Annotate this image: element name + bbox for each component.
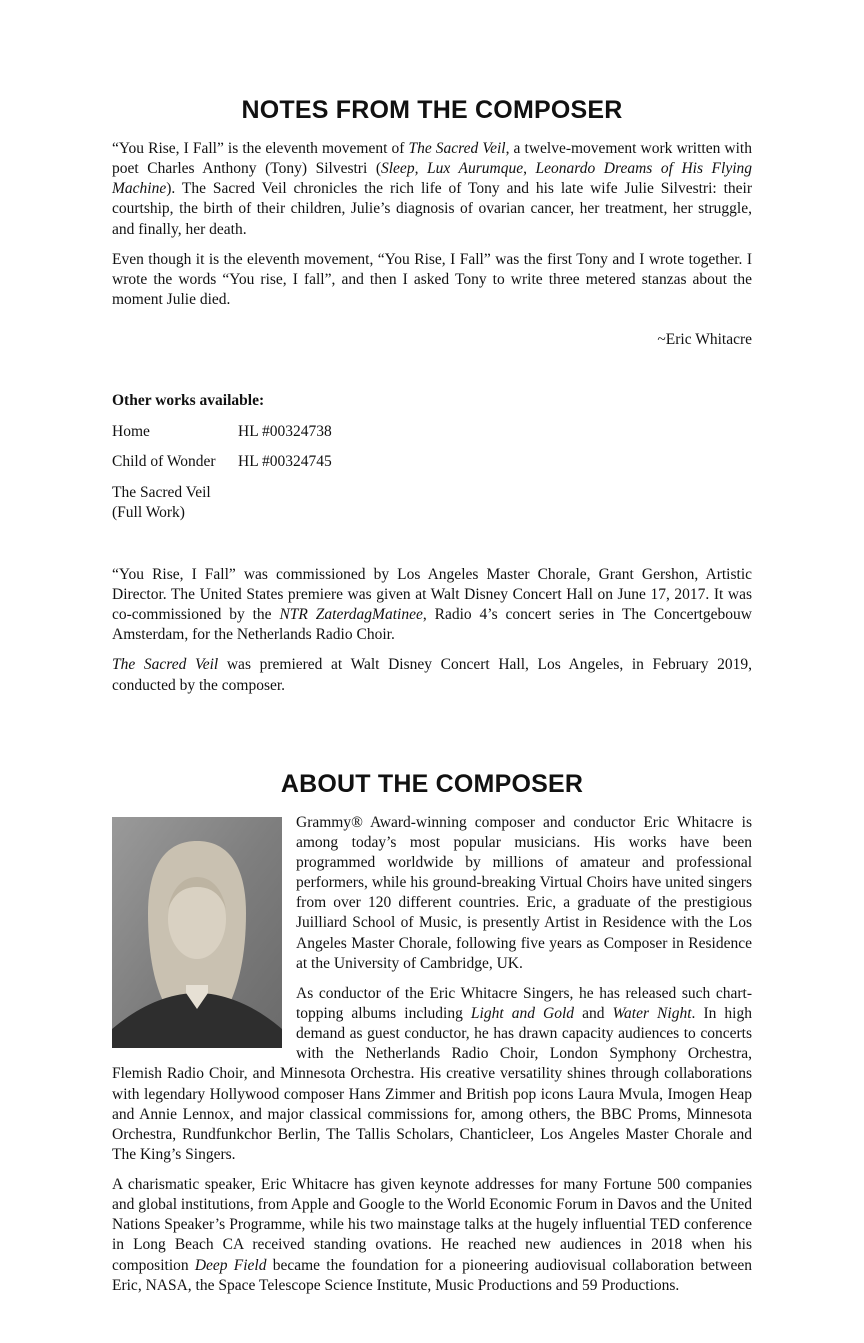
about-paragraph-2: As conductor of the Eric Whitacre Singers, he has released such chart-topping albums including Light and Gold and Water Night. In high demand as guest conductor, he has drawn capacity audiences to concerts with the Netherlands Radio Choir, London Symphony Orchestra, Flemish Radio Choir, and Minnesota Orchestra. His creative versatility shines through collaborations with legendary Hollywood composer Hans Zimmer and British pop icons Laura Mvula, Imogen Heap and Annie Lennox, and major classical commissions for, among others, the BBC Proms, Minnesota Orchestra, Rundfunkchor Berlin, The Tallis Scholars, Chanticleer, Los Angeles Master Chorale and The King’s Singers. [112, 984, 752, 1163]
notes-paragraph-2: Even though it is the eleventh movement, “You Rise, I Fall” was the first Tony and I wrote together. I wrote the words “You rise, I fall”, and then I asked Tony to write three metered stanzas about the moment Julie died. [112, 250, 752, 308]
work-catalog-number: HL #00324738 [238, 423, 332, 441]
about-paragraph-1: Grammy® Award-winning composer and conductor Eric Whitacre is among today’s most popular musicians. His works have been programmed worldwide by millions of amateur and professional performers, while his ground-breaking Virtual Choirs have united singers from over 120 different countries. Eric, a graduate of the prestigious Juilliard School of Music, is presently Artist in Residence with the Los Angeles Master Chorale, following five years as Composer in Residence at the University of Cambridge, UK. [296, 813, 752, 972]
work-item [112, 452, 752, 472]
composer-signature: ~Eric Whitacre [657, 331, 752, 349]
work-item [112, 422, 752, 442]
premiere-paragraph: The Sacred Veil was premiered at Walt Disney Concert Hall, Los Angeles, in February 2019, conducted by the composer. [112, 656, 753, 694]
other-works-label: Other works available: [112, 392, 265, 410]
notes-paragraph-1: “You Rise, I Fall” is the eleventh movement of The Sacred Veil, a twelve-movement work written with poet Charles Anthony (Tony) Silvestri (Sleep, Lux Aurumque, Leonardo Dreams of His Flying Machine). The Sacred Veil chronicles the rich life of Tony and his late wife Julie Silvestri: their courtship, the birth of their children, Julie’s diagnosis of ovarian cancer, her treatment, her struggle, and finally, her death. [112, 140, 753, 238]
notes-heading: NOTES FROM THE COMPOSER [241, 96, 623, 124]
work-item [112, 483, 752, 523]
composer-portrait-photo [112, 817, 282, 1048]
work-title: Child of Wonder [112, 453, 216, 471]
other-works-section [112, 392, 752, 523]
about-section [112, 770, 752, 1306]
commission-paragraph: “You Rise, I Fall” was commissioned by Los Angeles Master Chorale, Grant Gershon, Artistic Director. The United States premiere was given at Walt Disney Concert Hall on June 17, 2017. It was co-commissioned by the NTR ZaterdagMatinee, Radio 4’s concert series in The Concertgebouw Amsterdam, for the Netherlands Radio Choir. [112, 565, 752, 644]
portrait-photo-graphic [112, 817, 282, 1048]
work-catalog-number: HL #00324745 [238, 453, 332, 471]
work-title: The Sacred Veil (Full Work) [112, 483, 211, 521]
about-body [112, 813, 752, 1306]
work-title: Home [112, 423, 150, 441]
about-paragraph-3: A charismatic speaker, Eric Whitacre has given keynote addresses for many Fortune 500 companies and global institutions, from Apple and Google to the World Economic Forum in Davos and the United Nations Speaker’s Programme, while his two mainstage talks at the hugely influential TED conference in Long Beach CA received standing ovations. He reached new audiences in 2018 when his composition Deep Field became the foundation for a pioneering audiovisual collaboration between Eric, NASA, the Space Telescope Science Institute, Music Productions and 59 Productions. [112, 1176, 752, 1294]
about-heading: ABOUT THE COMPOSER [280, 769, 584, 798]
